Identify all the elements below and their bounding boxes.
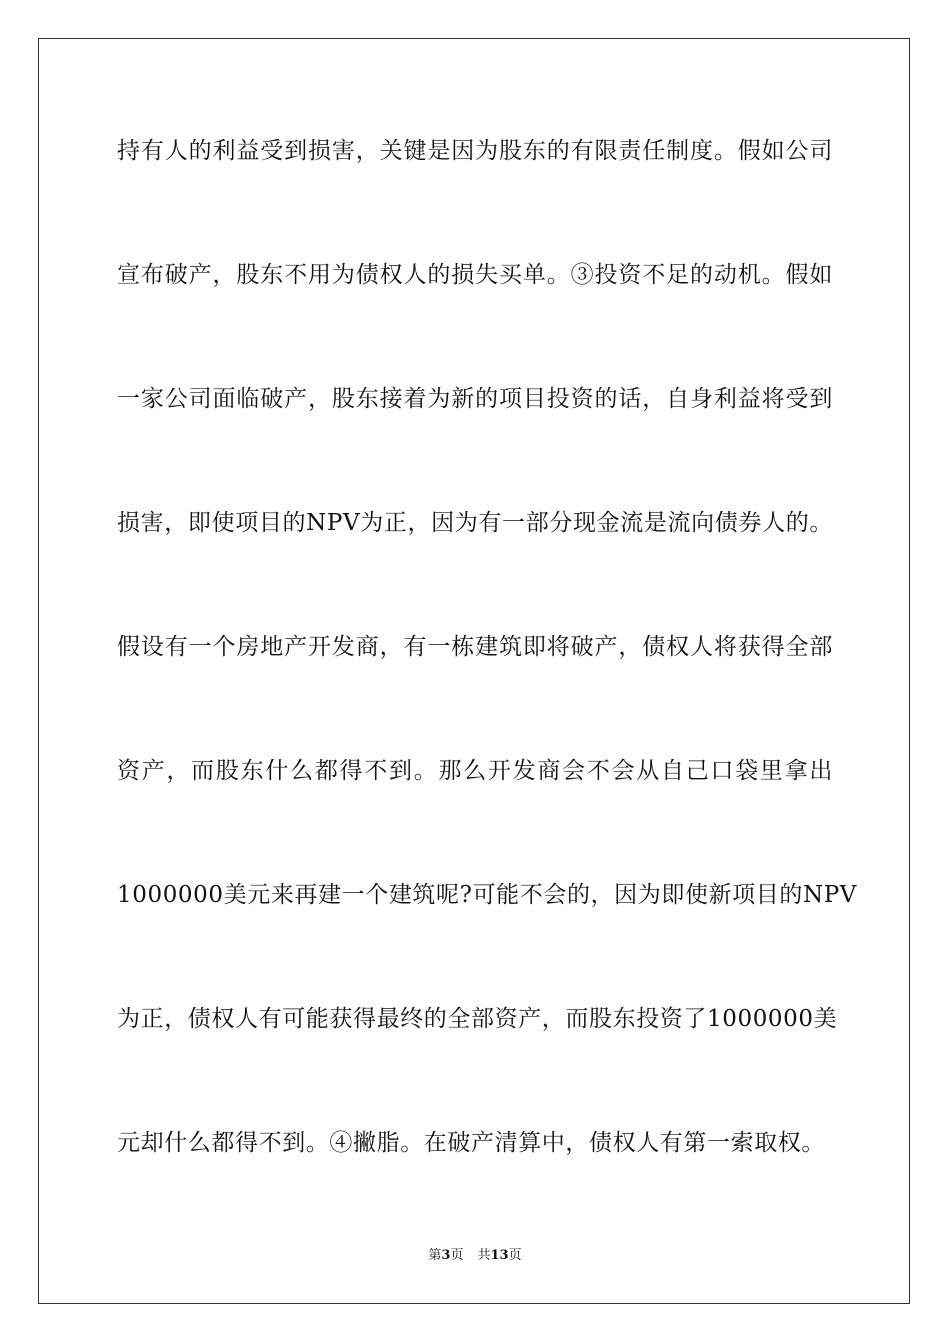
body-line-3: 一家公司面临破产，股东接着为新的项目投资的话，自身利益将受到 <box>117 386 833 412</box>
body-line-6: 资产，而股东什么都得不到。那么开发商会不会从自己口袋里拿出 <box>117 758 833 784</box>
body-line-4: 损害，即使项目的NPV为正，因为有一部分现金流是流向债券人的。 <box>117 510 833 536</box>
footer-total-prefix: 共 <box>477 1248 491 1263</box>
body-line-8: 为正，债权人有可能获得最终的全部资产，而股东投资了1000000美 <box>117 1006 838 1032</box>
page-footer <box>0 1247 950 1265</box>
footer-total-pages: 13 <box>490 1248 509 1263</box>
page-border <box>38 38 910 1304</box>
body-line-1: 持有人的利益受到损害，关键是因为股东的有限责任制度。假如公司 <box>117 138 833 164</box>
footer-page-prefix: 第 <box>428 1248 442 1263</box>
body-line-2: 宣布破产，股东不用为债权人的损失买单。③投资不足的动机。假如 <box>117 262 833 288</box>
footer-page-suffix: 页 <box>450 1248 464 1263</box>
body-line-7: 1000000美元来再建一个建筑呢?可能不会的，因为即使新项目的NPV <box>117 882 857 908</box>
body-line-5: 假设有一个房地产开发商，有一栋建筑即将破产，债权人将获得全部 <box>117 634 833 660</box>
footer-total-suffix: 页 <box>508 1248 522 1263</box>
body-line-9: 元却什么都得不到。④撇脂。在破产清算中，债权人有第一索取权。 <box>117 1130 825 1156</box>
footer-page-number: 3 <box>441 1248 451 1263</box>
